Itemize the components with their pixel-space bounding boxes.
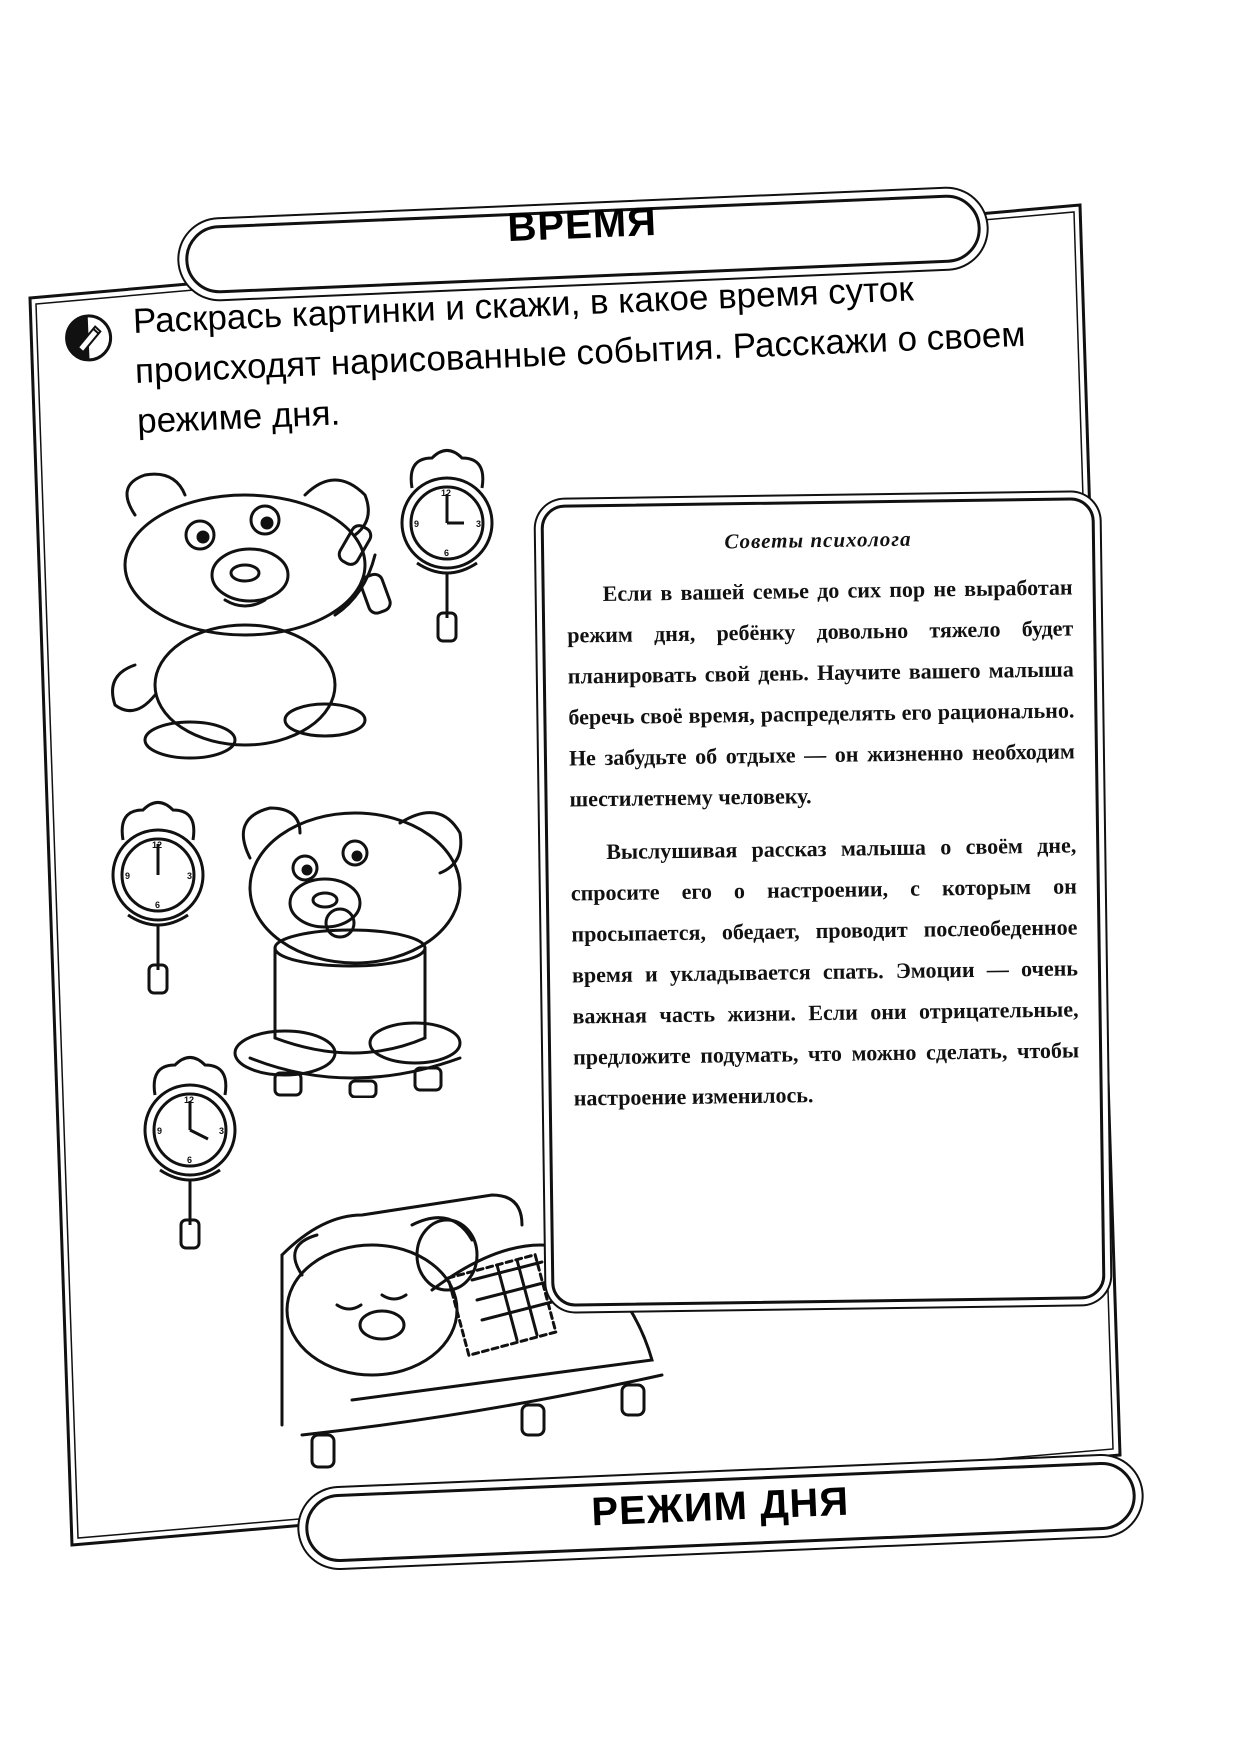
svg-text:3: 3 xyxy=(187,871,193,881)
page-title: ВРЕМЯ xyxy=(506,199,658,251)
wall-clock-icon xyxy=(103,800,213,1000)
wall-clock-icon xyxy=(392,448,502,648)
svg-text:12: 12 xyxy=(441,488,452,498)
footer-title: РЕЖИМ ДНЯ xyxy=(590,1479,851,1535)
svg-text:12: 12 xyxy=(152,840,163,850)
svg-text:3: 3 xyxy=(476,519,482,529)
bear-exercising-illustration xyxy=(95,465,415,765)
svg-text:3: 3 xyxy=(219,1126,225,1136)
task-instruction: Раскрась картинки и скажи, в какое время суток происходят нарисованные события. Расскажи о своем режиме дня. xyxy=(132,269,1027,441)
wall-clock-icon xyxy=(135,1055,245,1255)
advice-title: Советы психолога xyxy=(724,526,912,554)
advice-text xyxy=(566,566,1080,1130)
svg-text:9: 9 xyxy=(414,519,420,529)
svg-text:6: 6 xyxy=(444,548,450,558)
advice-paragraph: Если в вашей семье до сих пор не выработан режим дня, ребёнку довольно тяжело будет планировать свой день. Научите вашего малыша беречь своё время, распределять его рационально. Не забудьте об отдыхе — он жизненно необходим шестилетнему человеку. xyxy=(567,574,1076,812)
bear-eating-illustration xyxy=(230,798,480,1098)
svg-text:6: 6 xyxy=(155,900,161,910)
svg-text:6: 6 xyxy=(187,1155,193,1165)
svg-text:9: 9 xyxy=(157,1126,163,1136)
advice-box xyxy=(540,497,1105,1307)
pencil-icon xyxy=(63,312,115,364)
svg-text:9: 9 xyxy=(125,871,131,881)
advice-paragraph: Выслушивая рассказ малыша о своём дне, спросите его о настроении, с которым он просыпается, обедает, проводит послеобеденное время и укладывается спать. Эмоции — очень важная часть жизни. Если они отрицательные, предложите подумать, что можно сделать, чтобы настроение изменилось. xyxy=(570,832,1080,1111)
svg-text:12: 12 xyxy=(184,1095,195,1105)
